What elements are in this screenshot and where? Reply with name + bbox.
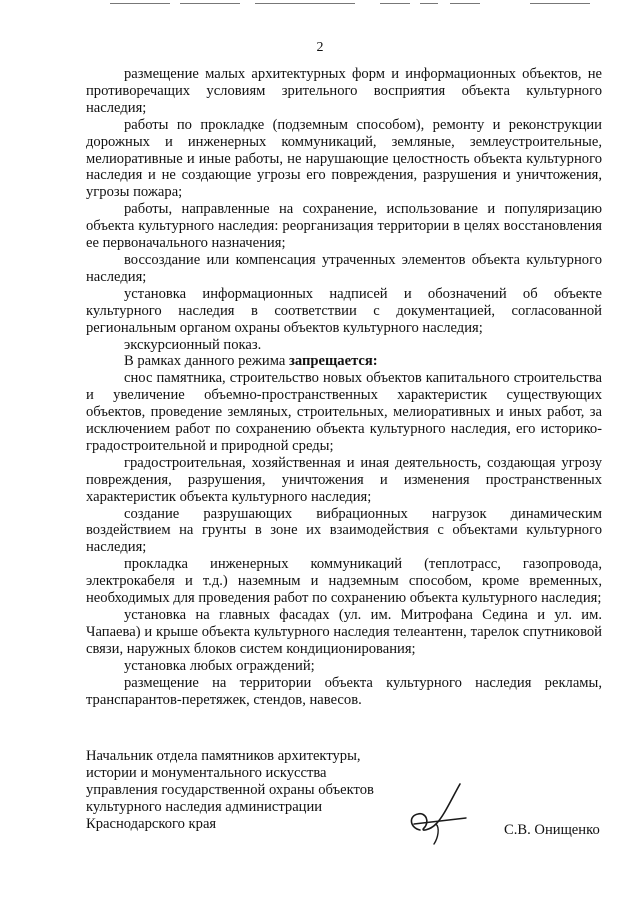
- prohibited-paragraph: размещение на территории объекта культурного наследия рекламы, транспарантов-перетяжек, стендов, навесов.: [86, 674, 602, 708]
- prohibited-paragraph: градостроительная, хозяйственная и иная деятельность, создающая угрозу повреждения, разрушения, уничтожения и изменения пространственных характеристик объекта культурного наследия;: [86, 454, 602, 505]
- page-number: 2: [316, 40, 324, 55]
- prohibited-paragraph: снос памятника, строительство новых объектов капитального строительства и увеличение объемно-пространственных характеристик существующих объектов, проведение земляных, строительных, мелиоративных и иных работ, за исключением работ по сохранению объекта культурного наследия, его историко-градостроительной и природной среды;: [86, 370, 602, 454]
- paragraph: воссоздание или компенсация утраченных элементов объекта культурного наследия;: [86, 251, 602, 285]
- paragraph: установка информационных надписей и обозначений об объекте культурного наследия в соответствии с документацией, согласованной региональным органом охраны объектов культурного наследия;: [86, 285, 602, 336]
- signatory-position: [86, 748, 386, 833]
- prohibited-paragraph: прокладка инженерных коммуникаций (теплотрасс, газопровода, электрокабеля и т.д.) наземным и надземным способом, кроме временных, необходимых для проведения работ по сохранению объекта культурного наследия;: [86, 556, 602, 607]
- position-line: управления государственной охраны объектов: [86, 782, 374, 798]
- signatory-name: С.В. Онищенко: [504, 822, 600, 838]
- paragraph: работы по прокладке (подземным способом), ремонту и реконструкции дорожных и инженерных коммуникаций, земляные, землеустроительные, мелиоративные и иные работы, не нарушающие целостность объекта культурного наследия и не создающие угрозы его повреждения, разрушения и уничтожения, угрозы пожара;: [86, 116, 602, 201]
- prohibited-paragraph: создание разрушающих вибрационных нагрузок динамическим воздействием на грунты в зоне их взаимодействия с объектами культурного наследия;: [86, 505, 602, 556]
- position-line: Начальник отдела памятников архитектуры,: [86, 748, 361, 764]
- position-line: культурного наследия администрации: [86, 799, 323, 815]
- paragraph: работы, направленные на сохранение, использование и популяризацию объекта культурного наследия: реорганизация территории в целях восстановления ее первоначального назначения;: [86, 201, 602, 252]
- prohibited-paragraph: установка любых ограждений;: [124, 657, 315, 674]
- paragraph: размещение малых архитектурных форм и информационных объектов, не противоречащих условиям зрительного восприятия объекта культурного наследия;: [86, 66, 602, 116]
- document-body: [86, 66, 602, 708]
- prohibition-heading: [86, 353, 602, 370]
- paragraph: экскурсионный показ.: [124, 336, 262, 353]
- position-line: истории и монументального искусства: [86, 765, 327, 781]
- handwritten-signature: [400, 778, 470, 848]
- prohibition-keyword: запрещается:: [289, 353, 378, 370]
- prohibited-paragraph: установка на главных фасадах (ул. им. Митрофана Седина и ул. им. Чапаева) и крыше объекта культурного наследия телеантенн, тарелок спутниковой связи, наружных блоков систем кондиционирования;: [86, 607, 602, 657]
- position-line: Краснодарского края: [86, 816, 217, 832]
- scan-edge-marks: [0, 0, 640, 8]
- prohibition-intro: В рамках данного режима: [124, 353, 286, 370]
